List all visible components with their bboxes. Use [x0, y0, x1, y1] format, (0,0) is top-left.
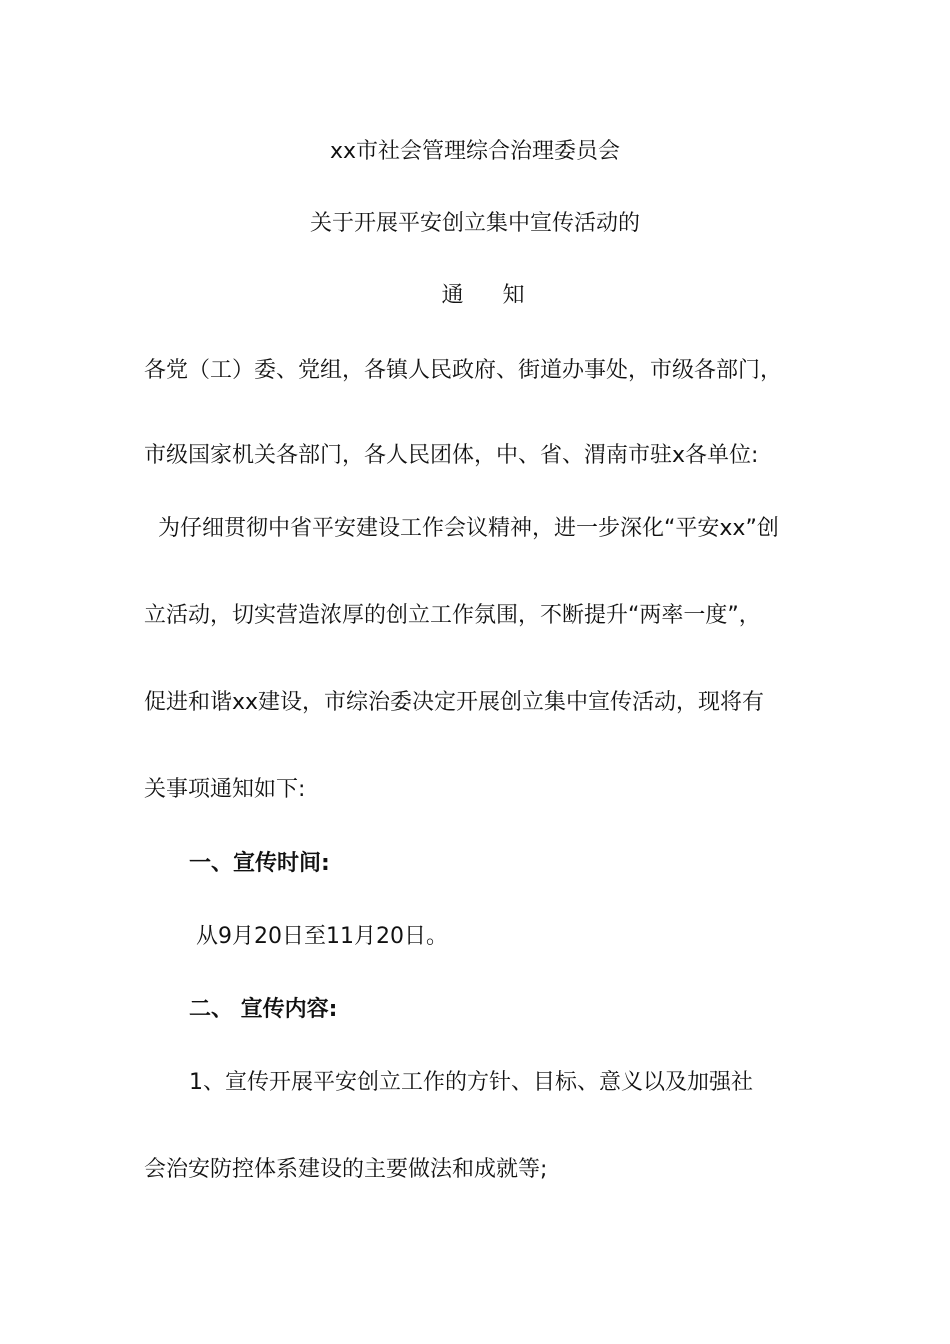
section-2-heading: 二、 宣传内容: — [189, 997, 338, 1022]
title-notice: 通 知 — [441, 283, 541, 308]
item-1-line-1: 1、宣传开展平安创立工作的方针、目标、意义以及加强社 — [189, 1070, 753, 1095]
title-subject: 关于开展平安创立集中宣传活动的 — [309, 211, 640, 236]
intro-line-4: 关事项通知如下: — [144, 777, 306, 802]
item-1-line-2: 会治安防控体系建设的主要做法和成就等; — [144, 1157, 548, 1182]
addressee-line-2: 市级国家机关各部门，各人民团体，中、省、渭南市驻x各单位: — [144, 443, 759, 468]
section-1-heading: 一、宣传时间: — [189, 851, 330, 876]
addressee-line-1: 各党（工）委、党组，各镇人民政府、街道办事处，市级各部门， — [144, 358, 783, 383]
intro-line-1: 为仔细贯彻中省平安建设工作会议精神，进一步深化“平安xx”创 — [158, 516, 779, 541]
intro-line-2: 立活动，切实营造浓厚的创立工作氛围，不断提升“两率一度”， — [144, 603, 761, 628]
section-1-body: 从9月20日至11月20日。 — [196, 924, 448, 949]
intro-line-3: 促进和谐xx建设，市综治委决定开展创立集中宣传活动，现将有 — [144, 690, 765, 715]
title-issuer: xx市社会管理综合治理委员会 — [329, 139, 621, 164]
